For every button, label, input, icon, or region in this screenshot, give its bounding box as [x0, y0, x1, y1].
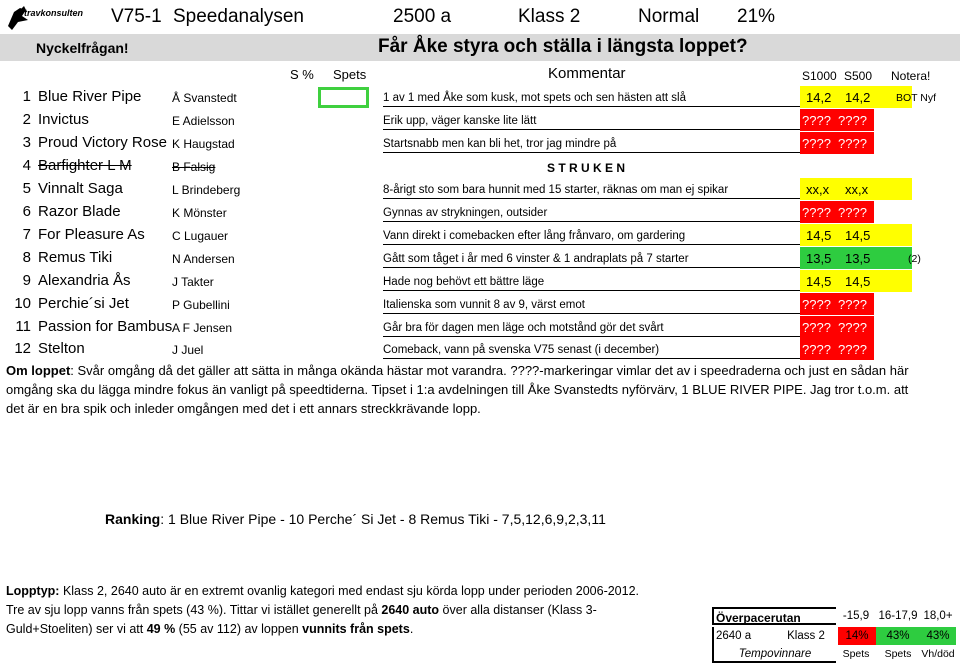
comment-text: Startsnabb men kan bli het, tror jag mindre på [383, 138, 617, 150]
overpace-h3: 18,0+ [923, 610, 953, 622]
s1000-value: 14,5 [806, 228, 832, 243]
lopptyp-line3d: vunnits från spets [302, 622, 410, 636]
om-loppet-paragraph [6, 361, 909, 418]
driver-name: C Lugauer [172, 229, 229, 243]
comment-underline [383, 313, 803, 314]
horse-name: Razor Blade [38, 203, 121, 220]
table-row [0, 201, 960, 223]
ranking-label: Ranking [105, 511, 161, 527]
s1000-value: ???? [802, 297, 831, 312]
table-row [0, 247, 960, 269]
col-s500: S500 [844, 69, 873, 83]
horse-name: Passion for Bambus [38, 318, 173, 335]
horse-name: Blue River Pipe [38, 88, 142, 105]
comment-underline [383, 152, 803, 153]
s500-value: ???? [838, 136, 867, 151]
lopptyp-line2c: över alla distanser (Klass 3- [439, 603, 597, 617]
s1000-value: xx,x [806, 182, 830, 197]
start-number: 9 [22, 272, 31, 289]
speed-values [800, 178, 912, 200]
comment-underline [383, 267, 803, 268]
overpace-distance: 2640 a [712, 627, 776, 645]
speed-values [800, 247, 912, 269]
overpace-p2: 43% [876, 627, 920, 645]
driver-name: K Mönster [172, 206, 227, 220]
table-row [0, 270, 960, 292]
overpace-title: Överpacerutan [712, 607, 836, 625]
lopptyp-paragraph [6, 582, 639, 639]
driver-name: A F Jensen [172, 321, 233, 335]
ranking-line [105, 510, 606, 529]
col-s1000: S1000 [802, 69, 837, 83]
comment-underline [383, 106, 803, 107]
col-kommentar: Kommentar [548, 65, 626, 82]
horse-name: Barfighter L M [38, 157, 132, 174]
speed-values [800, 270, 912, 292]
driver-name: J Takter [172, 275, 214, 289]
comment-underline [383, 244, 803, 245]
s1000-value: 13,5 [806, 251, 832, 266]
page-title: Speedanalysen [173, 6, 304, 27]
start-number: 2 [22, 111, 31, 128]
percent-label: 21% [737, 6, 776, 27]
lopptyp-line3e: . [409, 622, 414, 636]
table-row [0, 178, 960, 200]
driver-name: P Gubellini [172, 298, 230, 312]
start-number: 10 [14, 295, 31, 312]
table-row [0, 132, 960, 154]
s500-value: ???? [838, 205, 867, 220]
table-row [0, 293, 960, 315]
horse-name: Alexandria Ås [38, 272, 131, 289]
comment-text: Gynnas av strykningen, outsider [383, 207, 548, 219]
overpace-p3: 43% [920, 627, 956, 645]
lopptyp-line3b: 49 % [146, 622, 176, 636]
mode-label: Normal [638, 6, 700, 27]
col-notera: Notera! [891, 69, 931, 83]
speed-values [800, 132, 874, 154]
comment-underline [383, 358, 803, 359]
start-number: 3 [22, 134, 31, 151]
overpace-table [712, 607, 956, 663]
comment-text: 1 av 1 med Åke som kusk, mot spets och sen hästen att slå [383, 92, 686, 104]
s500-value: ???? [838, 342, 867, 357]
comment-text: Erik upp, väger kanske lite lätt [383, 115, 537, 127]
overpace-h2: 16-17,9 [878, 610, 918, 622]
s1000-value: ???? [802, 205, 831, 220]
s500-value: 13,5 [845, 251, 871, 266]
comment-underline [383, 336, 803, 337]
speed-values [800, 109, 874, 131]
lopptyp-line3c: (55 av 112) av loppen [175, 622, 303, 636]
driver-name: K Haugstad [172, 137, 235, 151]
comment-text: Italienska som vunnit 8 av 9, värst emot [383, 299, 585, 311]
s1000-value: ???? [802, 113, 831, 128]
comment-text: S T R U K E N [547, 161, 626, 175]
comment-text: Vann direkt i comebacken efter lång frånvaro, om gardering [383, 230, 686, 242]
table-row [0, 109, 960, 131]
speed-values [800, 224, 912, 246]
table-row [0, 155, 960, 177]
col-spets: Spets [333, 67, 367, 82]
horse-name: Remus Tiki [38, 249, 113, 266]
comment-underline [383, 129, 803, 130]
table-row [0, 224, 960, 246]
comment-underline [383, 290, 803, 291]
overpace-klass: Klass 2 [787, 630, 825, 642]
om-loppet-line3: det är en bra spik och inleder omgången med det i ett annars streckkrävande lopp. [6, 401, 481, 416]
overpace-f3: Vh/död [921, 648, 955, 660]
ranking-text: : 1 Blue River Pipe - 10 Perche´ Si Jet - 8 Remus Tiki - 7,5,12,6,9,2,3,11 [160, 511, 606, 527]
start-number: 6 [22, 203, 31, 220]
comment-underline [383, 221, 803, 222]
horse-name: Invictus [38, 111, 89, 128]
lopptyp-line1: Klass 2, 2640 auto är en extremt ovanlig kategori med endast sju körda lopp under perioden 2006-2012. [59, 584, 640, 598]
comment-text: Hade nog behövt ett bättre läge [383, 276, 545, 288]
start-number: 5 [22, 180, 31, 197]
key-question-text: Får Åke styra och ställa i längsta loppet? [378, 36, 748, 57]
key-question-label: Nyckelfrågan! [36, 40, 129, 56]
comment-text: 8-årigt sto som bara hunnit med 15 starter, räknas om man ej spikar [383, 184, 729, 196]
start-number: 8 [22, 249, 31, 266]
driver-name: Å Svanstedt [172, 91, 237, 105]
start-number: 1 [22, 88, 31, 105]
s1000-value: ???? [802, 136, 831, 151]
s500-value: ???? [838, 113, 867, 128]
horse-name: Perchie´si Jet [38, 295, 129, 312]
lopptyp-line2a: Tre av sju lopp vanns från spets (43 %). Tittar vi istället generellt på [6, 603, 382, 617]
driver-name: N Andersen [172, 252, 235, 266]
speed-values [800, 201, 874, 223]
logo-text: travkonsulten [24, 8, 84, 18]
note-text: (2) [908, 253, 921, 265]
s500-value: 14,5 [845, 274, 871, 289]
comment-text: Går bra för dagen men läge och motstånd gör det svårt [383, 322, 664, 334]
start-number: 12 [14, 340, 31, 357]
table-row [0, 316, 960, 338]
horse-name: Proud Victory Rose [38, 134, 167, 151]
start-number: 7 [22, 226, 31, 243]
speed-values [800, 316, 874, 338]
s500-value: xx,x [845, 182, 869, 197]
table-row [0, 86, 960, 108]
start-number: 11 [15, 318, 31, 335]
lopptyp-line3a: Guld+Stoeliten) ser vi att [6, 622, 147, 636]
col-s-pct: S % [290, 67, 314, 82]
driver-name: L Brindeberg [172, 183, 241, 197]
start-number: 4 [22, 157, 31, 174]
lopptyp-line2b: 2640 auto [381, 603, 440, 617]
overpace-f2: Spets [884, 648, 912, 660]
lopptyp-label: Lopptyp: [6, 584, 60, 598]
race-label: V75-1 [111, 6, 162, 27]
overpace-footer: Tempovinnare [712, 645, 836, 663]
s500-value: ???? [838, 297, 867, 312]
om-loppet-line2: omgång ska du lägga mindre fokus än vanligt på speedtiderna. Tipset i 1:a avdelningen till Åke Svanstedts nyförvärv, 1 BLUE RIVER PIPE. Jag tror t.o.m. att [6, 382, 909, 397]
overpace-f1: Spets [842, 648, 870, 660]
comment-text: Gått som tåget i år med 6 vinster & 1 andraplats på 7 starter [383, 253, 689, 265]
driver-name: E Adielsson [172, 114, 235, 128]
horse-name: Stelton [38, 340, 85, 357]
table-row [0, 338, 960, 360]
driver-name: J Juel [172, 343, 204, 357]
s1000-value: ???? [802, 320, 831, 335]
s1000-value: ???? [802, 342, 831, 357]
horse-name: Vinnalt Saga [38, 180, 123, 197]
distance: 2500 a [393, 6, 452, 27]
comment-underline [383, 198, 803, 199]
driver-name: B Falsig [172, 160, 216, 174]
s500-value: 14,2 [845, 90, 871, 105]
om-loppet-line1: : Svår omgång då det gäller att sätta in många okända hästar mot varandra. ????-markeringar vimlar det av i speedraderna och just en sådan här [70, 363, 909, 378]
s500-value: 14,5 [845, 228, 871, 243]
s1000-value: 14,2 [806, 90, 832, 105]
class-label: Klass 2 [518, 6, 581, 27]
om-loppet-label: Om loppet [6, 363, 71, 378]
s1000-value: 14,5 [806, 274, 832, 289]
speed-values [800, 293, 874, 315]
comment-text: Comeback, vann på svenska V75 senast (i december) [383, 344, 660, 356]
overpace-h1: -15,9 [842, 610, 870, 622]
speed-values [800, 338, 874, 360]
s500-value: ???? [838, 320, 867, 335]
horse-name: For Pleasure As [38, 226, 145, 243]
note-text: BOT Nyf [896, 92, 937, 104]
overpace-p1: 14% [838, 627, 876, 645]
